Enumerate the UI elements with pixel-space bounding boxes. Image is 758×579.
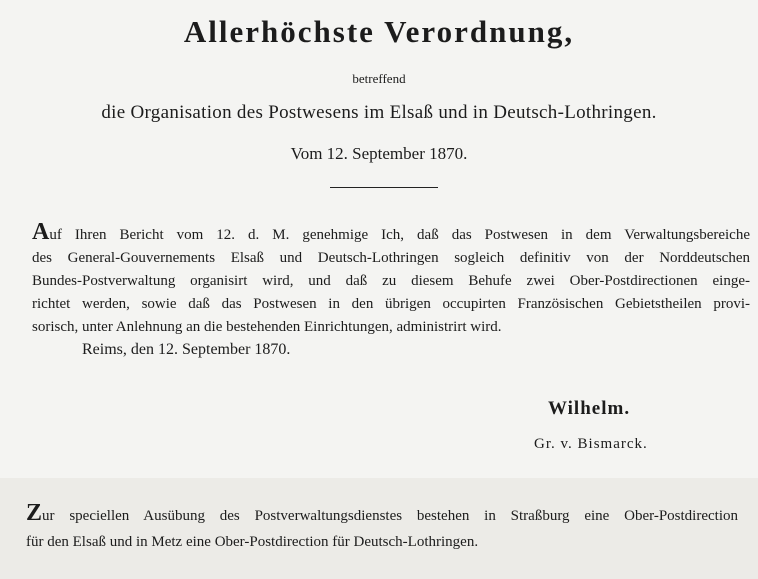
drop-cap: A	[32, 219, 50, 245]
supplement-section	[0, 478, 758, 579]
signature-chancellor: Gr. v. Bismarck.	[534, 436, 648, 452]
signature-emperor: Wilhelm.	[548, 398, 631, 419]
concerning-label: betreffend	[352, 71, 406, 86]
drop-cap: Z	[26, 500, 43, 526]
supplement-line: Zur speciellen Ausübung des Postverwaltungsdienstes bestehen in Straßburg eine Ober-Postdirection	[26, 500, 738, 526]
body-line: des General-Gouvernements Elsaß und Deutsch-Lothringen sogleich definitiv von der Norddeutschen	[32, 250, 750, 266]
supplement-line: für den Elsaß und in Metz eine Ober-Postdirection für Deutsch-Lothringen.	[26, 534, 479, 550]
body-line: sorisch, unter Anlehnung an die bestehenden Einrichtungen, administrirt wird.	[32, 319, 502, 335]
place-and-date: Reims, den 12. September 1870.	[82, 341, 291, 358]
body-line: Bundes-Postverwaltung organisirt wird, und daß zu diesem Behufe zwei Ober-Postdirectionen einge-	[32, 273, 750, 289]
decree-body	[32, 219, 750, 339]
body-line: richtet werden, sowie daß das Postwesen in den übrigen occupirten Französischen Gebietstheilen provi-	[32, 296, 750, 312]
supplement-text	[26, 500, 738, 555]
decree-title: Allerhöchste Verordnung,	[183, 14, 575, 49]
divider-rule	[330, 187, 438, 188]
body-line: Auf Ihren Bericht vom 12. d. M. genehmige Ich, daß das Postwesen in dem Verwaltungsbereiche	[32, 219, 750, 245]
decree-subject: die Organisation des Postwesens im Elsaß und in Deutsch-Lothringen.	[101, 102, 657, 123]
decree-date: Vom 12. September 1870.	[290, 144, 468, 163]
